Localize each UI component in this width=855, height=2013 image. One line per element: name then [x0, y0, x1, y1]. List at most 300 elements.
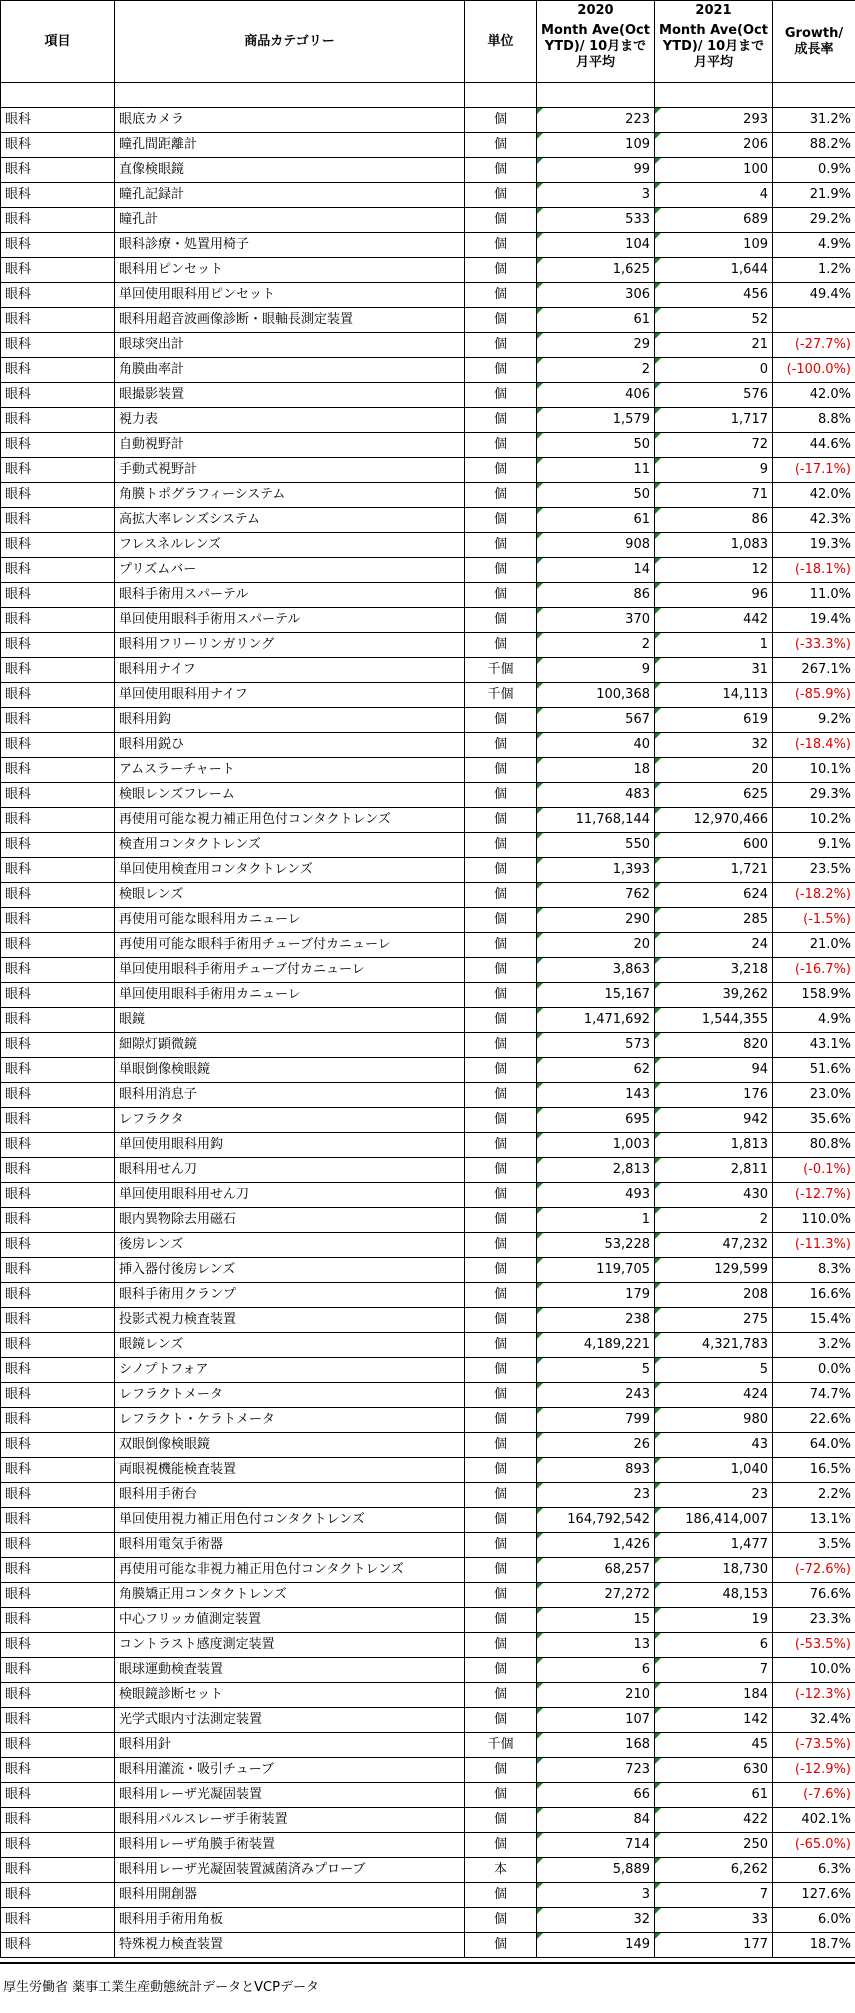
- category-cell: 単回使用眼科用ピンセット: [115, 283, 465, 308]
- item-cell: 眼科: [1, 883, 115, 908]
- table-row: [1, 758, 855, 783]
- value-2020-cell: 1,003: [537, 1133, 655, 1158]
- item-cell: 眼科: [1, 1058, 115, 1083]
- unit-cell: 個: [465, 408, 537, 433]
- table-row: [1, 1658, 855, 1683]
- unit-cell: 個: [465, 1533, 537, 1558]
- unit-cell: 個: [465, 158, 537, 183]
- value-2021-cell: 5: [655, 1358, 773, 1383]
- growth-cell: (-11.3%): [773, 1233, 855, 1258]
- growth-cell: 8.8%: [773, 408, 855, 433]
- growth-cell: 10.1%: [773, 758, 855, 783]
- value-2021-cell: 275: [655, 1308, 773, 1333]
- table-row: [1, 983, 855, 1008]
- unit-cell: 個: [465, 358, 537, 383]
- item-cell: 眼科: [1, 1208, 115, 1233]
- value-2020-cell: 4,189,221: [537, 1333, 655, 1358]
- item-cell: 眼科: [1, 983, 115, 1008]
- growth-cell: 16.5%: [773, 1458, 855, 1483]
- header-2020-year: 2020: [577, 3, 614, 18]
- item-cell: 眼科: [1, 1158, 115, 1183]
- value-2020-cell: 893: [537, 1458, 655, 1483]
- table-row: [1, 483, 855, 508]
- growth-cell: (-85.9%): [773, 683, 855, 708]
- item-cell: 眼科: [1, 308, 115, 333]
- table-row: [1, 633, 855, 658]
- unit-cell: 千個: [465, 683, 537, 708]
- value-2021-cell: 430: [655, 1183, 773, 1208]
- value-2021-cell: 96: [655, 583, 773, 608]
- category-cell: 後房レンズ: [115, 1233, 465, 1258]
- unit-cell: 本: [465, 1858, 537, 1883]
- category-cell: レフラクタ: [115, 1108, 465, 1133]
- category-cell: 眼科用パルスレーザ手術装置: [115, 1808, 465, 1833]
- table-row: [1, 1783, 855, 1808]
- item-cell: 眼科: [1, 1433, 115, 1458]
- value-2021-cell: 20: [655, 758, 773, 783]
- table-row: [1, 908, 855, 933]
- header-unit: 単位: [465, 1, 537, 83]
- value-2020-cell: 714: [537, 1833, 655, 1858]
- item-cell: 眼科: [1, 533, 115, 558]
- category-cell: 眼科用開創器: [115, 1883, 465, 1908]
- item-cell: 眼科: [1, 1708, 115, 1733]
- growth-cell: 110.0%: [773, 1208, 855, 1233]
- item-cell: 眼科: [1, 1558, 115, 1583]
- table-row: [1, 183, 855, 208]
- unit-cell: 個: [465, 1233, 537, 1258]
- category-cell: 眼底カメラ: [115, 108, 465, 133]
- item-cell: 眼科: [1, 1883, 115, 1908]
- value-2021-cell: 2,811: [655, 1158, 773, 1183]
- value-2021-cell: 12,970,466: [655, 808, 773, 833]
- value-2021-cell: 1,717: [655, 408, 773, 433]
- growth-cell: 43.1%: [773, 1033, 855, 1058]
- category-cell: 眼科用鈎: [115, 708, 465, 733]
- value-2020-cell: 567: [537, 708, 655, 733]
- category-cell: 眼科用手術用角板: [115, 1908, 465, 1933]
- category-cell: 眼科用せん刀: [115, 1158, 465, 1183]
- category-cell: 眼鏡レンズ: [115, 1333, 465, 1358]
- growth-cell: 29.2%: [773, 208, 855, 233]
- value-2020-cell: 1: [537, 1208, 655, 1233]
- value-2021-cell: 47,232: [655, 1233, 773, 1258]
- unit-cell: 個: [465, 1033, 537, 1058]
- unit-cell: 個: [465, 708, 537, 733]
- table-row: [1, 658, 855, 683]
- value-2020-cell: 908: [537, 533, 655, 558]
- unit-cell: 個: [465, 1158, 537, 1183]
- item-cell: 眼科: [1, 1633, 115, 1658]
- table-row: [1, 408, 855, 433]
- table-row: [1, 308, 855, 333]
- growth-cell: 10.0%: [773, 1658, 855, 1683]
- value-2021-cell: 14,113: [655, 683, 773, 708]
- growth-cell: 267.1%: [773, 658, 855, 683]
- table-row: [1, 1083, 855, 1108]
- table-row: [1, 433, 855, 458]
- growth-cell: 15.4%: [773, 1308, 855, 1333]
- value-2021-cell: 1,644: [655, 258, 773, 283]
- value-2021-cell: 293: [655, 108, 773, 133]
- table-row: [1, 1133, 855, 1158]
- unit-cell: 個: [465, 208, 537, 233]
- unit-cell: 個: [465, 1108, 537, 1133]
- value-2021-cell: 2: [655, 1208, 773, 1233]
- table-row: [1, 108, 855, 133]
- item-cell: 眼科: [1, 933, 115, 958]
- unit-cell: 個: [465, 1758, 537, 1783]
- value-2021-cell: 250: [655, 1833, 773, 1858]
- growth-cell: 4.9%: [773, 233, 855, 258]
- category-cell: 眼科用針: [115, 1733, 465, 1758]
- value-2021-cell: 206: [655, 133, 773, 158]
- category-cell: 単回使用検査用コンタクトレンズ: [115, 858, 465, 883]
- growth-cell: 2.2%: [773, 1483, 855, 1508]
- growth-cell: [773, 308, 855, 333]
- table-row: [1, 1708, 855, 1733]
- value-2020-cell: 3,863: [537, 958, 655, 983]
- unit-cell: 個: [465, 1883, 537, 1908]
- table-row: [1, 833, 855, 858]
- table-row: [1, 883, 855, 908]
- item-cell: 眼科: [1, 433, 115, 458]
- value-2020-cell: 107: [537, 1708, 655, 1733]
- category-cell: 眼内異物除去用磁石: [115, 1208, 465, 1233]
- item-cell: 眼科: [1, 358, 115, 383]
- unit-cell: 個: [465, 1833, 537, 1858]
- unit-cell: 個: [465, 1133, 537, 1158]
- item-cell: 眼科: [1, 958, 115, 983]
- unit-cell: 個: [465, 608, 537, 633]
- unit-cell: 個: [465, 1583, 537, 1608]
- value-2020-cell: 61: [537, 308, 655, 333]
- item-cell: 眼科: [1, 333, 115, 358]
- table-row: [1, 1908, 855, 1933]
- unit-cell: 個: [465, 308, 537, 333]
- unit-cell: 個: [465, 1183, 537, 1208]
- value-2021-cell: 442: [655, 608, 773, 633]
- value-2021-cell: 33: [655, 1908, 773, 1933]
- spacer-row: [1, 83, 855, 108]
- category-cell: 眼科診療・処置用椅子: [115, 233, 465, 258]
- value-2020-cell: 13: [537, 1633, 655, 1658]
- table-row: [1, 1333, 855, 1358]
- unit-cell: 個: [465, 733, 537, 758]
- item-cell: 眼科: [1, 1908, 115, 1933]
- value-2021-cell: 24: [655, 933, 773, 958]
- table-row: [1, 1458, 855, 1483]
- category-cell: 単回使用眼科用せん刀: [115, 1183, 465, 1208]
- value-2020-cell: 27,272: [537, 1583, 655, 1608]
- table-row: [1, 1358, 855, 1383]
- value-2021-cell: 1,040: [655, 1458, 773, 1483]
- value-2020-cell: 1,426: [537, 1533, 655, 1558]
- category-cell: 単眼倒像検眼鏡: [115, 1058, 465, 1083]
- unit-cell: 個: [465, 258, 537, 283]
- item-cell: 眼科: [1, 1333, 115, 1358]
- item-cell: 眼科: [1, 1683, 115, 1708]
- growth-cell: 42.0%: [773, 383, 855, 408]
- growth-cell: (-65.0%): [773, 1833, 855, 1858]
- item-cell: 眼科: [1, 1283, 115, 1308]
- item-cell: 眼科: [1, 683, 115, 708]
- value-2021-cell: 624: [655, 883, 773, 908]
- growth-cell: (-18.2%): [773, 883, 855, 908]
- value-2021-cell: 94: [655, 1058, 773, 1083]
- category-cell: 眼科用鋭ひ: [115, 733, 465, 758]
- table-row: [1, 1033, 855, 1058]
- item-cell: 眼科: [1, 233, 115, 258]
- table-row: [1, 1058, 855, 1083]
- value-2020-cell: 3: [537, 183, 655, 208]
- table-row: [1, 1383, 855, 1408]
- value-2020-cell: 15,167: [537, 983, 655, 1008]
- unit-cell: 個: [465, 1783, 537, 1808]
- item-cell: 眼科: [1, 1858, 115, 1883]
- growth-cell: 23.5%: [773, 858, 855, 883]
- table-row: [1, 158, 855, 183]
- value-2021-cell: 48,153: [655, 1583, 773, 1608]
- value-2021-cell: 9: [655, 458, 773, 483]
- growth-cell: 23.3%: [773, 1608, 855, 1633]
- table-row: [1, 1483, 855, 1508]
- value-2021-cell: 600: [655, 833, 773, 858]
- growth-cell: (-72.6%): [773, 1558, 855, 1583]
- value-2020-cell: 179: [537, 1283, 655, 1308]
- value-2021-cell: 61: [655, 1783, 773, 1808]
- item-cell: 眼科: [1, 483, 115, 508]
- item-cell: 眼科: [1, 208, 115, 233]
- value-2021-cell: 7: [655, 1658, 773, 1683]
- value-2020-cell: 62: [537, 1058, 655, 1083]
- category-cell: 眼科用電気手術器: [115, 1533, 465, 1558]
- unit-cell: 個: [465, 1333, 537, 1358]
- growth-cell: (-33.3%): [773, 633, 855, 658]
- value-2021-cell: 1,477: [655, 1533, 773, 1558]
- value-2020-cell: 2: [537, 358, 655, 383]
- table-row: [1, 1758, 855, 1783]
- category-cell: 瞳孔間距離計: [115, 133, 465, 158]
- value-2021-cell: 184: [655, 1683, 773, 1708]
- category-cell: 単回使用眼科用ナイフ: [115, 683, 465, 708]
- item-cell: 眼科: [1, 1108, 115, 1133]
- unit-cell: 個: [465, 1633, 537, 1658]
- growth-cell: (-7.6%): [773, 1783, 855, 1808]
- value-2021-cell: 0: [655, 358, 773, 383]
- item-cell: 眼科: [1, 1458, 115, 1483]
- growth-cell: 88.2%: [773, 133, 855, 158]
- value-2021-cell: 619: [655, 708, 773, 733]
- growth-cell: 9.1%: [773, 833, 855, 858]
- value-2020-cell: 406: [537, 383, 655, 408]
- value-2021-cell: 12: [655, 558, 773, 583]
- table-row: [1, 1108, 855, 1133]
- value-2020-cell: 14: [537, 558, 655, 583]
- value-2020-cell: 493: [537, 1183, 655, 1208]
- item-cell: 眼科: [1, 633, 115, 658]
- value-2020-cell: 18: [537, 758, 655, 783]
- growth-cell: 19.3%: [773, 533, 855, 558]
- value-2021-cell: 109: [655, 233, 773, 258]
- unit-cell: 個: [465, 1658, 537, 1683]
- growth-cell: 35.6%: [773, 1108, 855, 1133]
- growth-cell: 13.1%: [773, 1508, 855, 1533]
- unit-cell: 個: [465, 433, 537, 458]
- unit-cell: 個: [465, 333, 537, 358]
- item-cell: 眼科: [1, 583, 115, 608]
- growth-cell: 127.6%: [773, 1883, 855, 1908]
- table-row: [1, 1608, 855, 1633]
- item-cell: 眼科: [1, 758, 115, 783]
- value-2020-cell: 23: [537, 1483, 655, 1508]
- value-2021-cell: 142: [655, 1708, 773, 1733]
- value-2020-cell: 29: [537, 333, 655, 358]
- unit-cell: 個: [465, 1383, 537, 1408]
- category-cell: シノプトフォア: [115, 1358, 465, 1383]
- growth-cell: 11.0%: [773, 583, 855, 608]
- value-2021-cell: 4: [655, 183, 773, 208]
- table-row: [1, 1508, 855, 1533]
- growth-cell: 18.7%: [773, 1933, 855, 1958]
- value-2021-cell: 942: [655, 1108, 773, 1133]
- category-cell: 眼球突出計: [115, 333, 465, 358]
- growth-cell: (-12.7%): [773, 1183, 855, 1208]
- value-2020-cell: 573: [537, 1033, 655, 1058]
- category-cell: 瞳孔記録計: [115, 183, 465, 208]
- unit-cell: 個: [465, 1483, 537, 1508]
- item-cell: 眼科: [1, 1508, 115, 1533]
- growth-cell: (-18.1%): [773, 558, 855, 583]
- unit-cell: 千個: [465, 658, 537, 683]
- table-row: [1, 1883, 855, 1908]
- table-row: [1, 458, 855, 483]
- table-row: [1, 1158, 855, 1183]
- table-row: [1, 733, 855, 758]
- growth-cell: (-17.1%): [773, 458, 855, 483]
- item-cell: 眼科: [1, 1933, 115, 1958]
- value-2021-cell: 186,414,007: [655, 1508, 773, 1533]
- value-2020-cell: 50: [537, 433, 655, 458]
- unit-cell: 個: [465, 1683, 537, 1708]
- table-row: [1, 558, 855, 583]
- item-cell: 眼科: [1, 708, 115, 733]
- unit-cell: 個: [465, 1358, 537, 1383]
- unit-cell: 個: [465, 233, 537, 258]
- value-2021-cell: 19: [655, 1608, 773, 1633]
- value-2021-cell: 176: [655, 1083, 773, 1108]
- table-row: [1, 583, 855, 608]
- growth-cell: 9.2%: [773, 708, 855, 733]
- item-cell: 眼科: [1, 458, 115, 483]
- table-row: [1, 1233, 855, 1258]
- category-cell: 眼科手術用クランプ: [115, 1283, 465, 1308]
- value-2021-cell: 177: [655, 1933, 773, 1958]
- category-cell: 検査用コンタクトレンズ: [115, 833, 465, 858]
- category-cell: 視力表: [115, 408, 465, 433]
- table-row: [1, 208, 855, 233]
- header-2020-subtitle: Month Ave(Oct YTD)/ 10月まで月平均: [541, 23, 650, 70]
- unit-cell: 個: [465, 1283, 537, 1308]
- unit-cell: 個: [465, 1933, 537, 1958]
- item-cell: 眼科: [1, 1183, 115, 1208]
- value-2020-cell: 32: [537, 1908, 655, 1933]
- item-cell: 眼科: [1, 1133, 115, 1158]
- value-2020-cell: 3: [537, 1883, 655, 1908]
- unit-cell: 個: [465, 958, 537, 983]
- header-growth: Growth/ 成長率: [773, 1, 855, 83]
- table-row: [1, 708, 855, 733]
- table-row: [1, 1008, 855, 1033]
- item-cell: 眼科: [1, 258, 115, 283]
- item-cell: 眼科: [1, 1483, 115, 1508]
- unit-cell: 個: [465, 1708, 537, 1733]
- unit-cell: 個: [465, 758, 537, 783]
- unit-cell: 個: [465, 108, 537, 133]
- table-row: [1, 1208, 855, 1233]
- item-cell: 眼科: [1, 158, 115, 183]
- table-row: [1, 1633, 855, 1658]
- growth-cell: (-0.1%): [773, 1158, 855, 1183]
- item-cell: 眼科: [1, 1608, 115, 1633]
- table-row: [1, 1733, 855, 1758]
- category-cell: 角膜トポグラフィーシステム: [115, 483, 465, 508]
- value-2021-cell: 72: [655, 433, 773, 458]
- growth-cell: (-73.5%): [773, 1733, 855, 1758]
- table-row: [1, 1683, 855, 1708]
- value-2020-cell: 84: [537, 1808, 655, 1833]
- value-2021-cell: 86: [655, 508, 773, 533]
- value-2020-cell: 243: [537, 1383, 655, 1408]
- category-cell: フレスネルレンズ: [115, 533, 465, 558]
- category-cell: 眼科用消息子: [115, 1083, 465, 1108]
- item-cell: 眼科: [1, 908, 115, 933]
- value-2020-cell: 2: [537, 633, 655, 658]
- table-row: [1, 958, 855, 983]
- growth-cell: 3.2%: [773, 1333, 855, 1358]
- unit-cell: 個: [465, 1558, 537, 1583]
- growth-cell: (-100.0%): [773, 358, 855, 383]
- table-row: [1, 383, 855, 408]
- item-cell: 眼科: [1, 833, 115, 858]
- item-cell: 眼科: [1, 183, 115, 208]
- item-cell: 眼科: [1, 1008, 115, 1033]
- category-cell: コントラスト感度測定装置: [115, 1633, 465, 1658]
- value-2021-cell: 1,083: [655, 533, 773, 558]
- table-row: [1, 933, 855, 958]
- item-cell: 眼科: [1, 733, 115, 758]
- table-row: [1, 533, 855, 558]
- table-row: [1, 133, 855, 158]
- item-cell: 眼科: [1, 1808, 115, 1833]
- growth-cell: 402.1%: [773, 1808, 855, 1833]
- category-cell: 眼鏡: [115, 1008, 465, 1033]
- unit-cell: 個: [465, 1258, 537, 1283]
- value-2020-cell: 104: [537, 233, 655, 258]
- category-cell: 光学式眼内寸法測定装置: [115, 1708, 465, 1733]
- value-2020-cell: 40: [537, 733, 655, 758]
- unit-cell: 個: [465, 483, 537, 508]
- item-cell: 眼科: [1, 133, 115, 158]
- value-2020-cell: 550: [537, 833, 655, 858]
- value-2020-cell: 290: [537, 908, 655, 933]
- value-2021-cell: 1,721: [655, 858, 773, 883]
- category-cell: 瞳孔計: [115, 208, 465, 233]
- value-2021-cell: 6,262: [655, 1858, 773, 1883]
- table-row: [1, 1858, 855, 1883]
- growth-cell: 23.0%: [773, 1083, 855, 1108]
- value-2021-cell: 4,321,783: [655, 1333, 773, 1358]
